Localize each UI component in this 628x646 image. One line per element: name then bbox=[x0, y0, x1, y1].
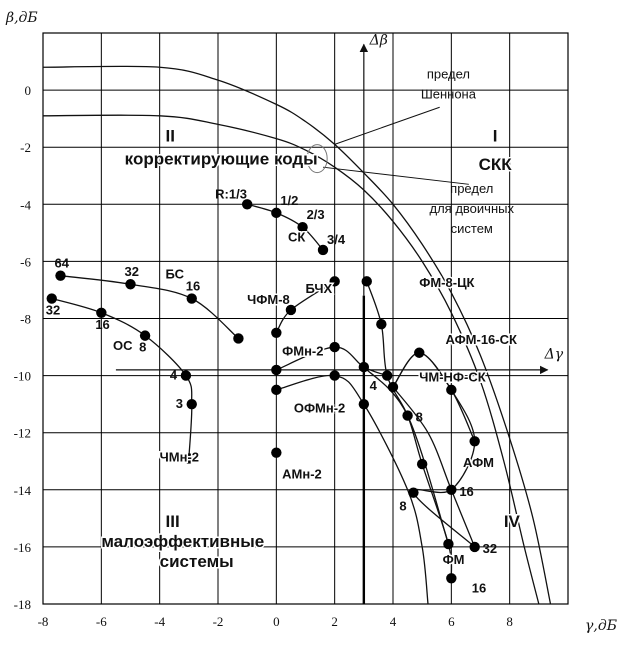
annotation: предел bbox=[450, 180, 494, 196]
x-tick-label: -8 bbox=[37, 614, 49, 629]
series-curve bbox=[61, 276, 239, 339]
annotation: для двоичных bbox=[429, 200, 514, 216]
point-label: 1/2 bbox=[280, 192, 299, 208]
data-point bbox=[271, 208, 281, 218]
annotation: АФМ-16-СК bbox=[445, 332, 517, 348]
x-axis-title: γ,дБ bbox=[585, 618, 617, 634]
annotation: БС bbox=[165, 266, 185, 282]
x-tick-label: 8 bbox=[506, 614, 513, 629]
data-point bbox=[417, 459, 427, 469]
data-point bbox=[329, 370, 339, 380]
data-point bbox=[181, 370, 191, 380]
point-label: 3 bbox=[175, 396, 183, 412]
annotation: I bbox=[492, 126, 498, 146]
data-points bbox=[47, 199, 480, 583]
annotation: ОС bbox=[113, 337, 133, 353]
annotation: СКК bbox=[478, 155, 512, 175]
x-tick-label: 2 bbox=[331, 614, 338, 629]
data-point bbox=[443, 539, 453, 549]
annotation: ЧМ-НФ-СК bbox=[419, 369, 486, 385]
y-axis-title: β,дБ bbox=[6, 10, 38, 26]
annotation: БЧХ bbox=[305, 280, 333, 296]
annotation: системы bbox=[159, 551, 234, 571]
data-point bbox=[388, 382, 398, 392]
data-point bbox=[125, 279, 135, 289]
binary-pointer bbox=[323, 167, 469, 184]
data-point bbox=[469, 436, 479, 446]
annotation: ЧФМ-8 bbox=[247, 292, 290, 308]
point-label: 16 bbox=[185, 278, 201, 294]
data-point bbox=[187, 293, 197, 303]
afm-upper-curve bbox=[393, 353, 475, 442]
annotation: Шеннона bbox=[420, 86, 476, 102]
annotation: ФМ bbox=[442, 552, 465, 568]
y-tick-label: -10 bbox=[13, 368, 31, 384]
annotation: IV bbox=[503, 511, 520, 531]
data-point bbox=[446, 485, 456, 495]
fm-curve bbox=[364, 367, 449, 544]
annotation: III bbox=[165, 511, 180, 531]
data-point bbox=[408, 487, 418, 497]
point-label: 2/3 bbox=[306, 207, 325, 223]
point-label: 8 bbox=[139, 339, 147, 355]
point-label: 64 bbox=[54, 255, 69, 271]
annotation: ФМн-2 bbox=[282, 343, 324, 359]
data-point bbox=[469, 542, 479, 552]
annotation: АМн-2 bbox=[282, 466, 322, 482]
annotation: АФМ bbox=[463, 454, 494, 470]
point-label: 4 bbox=[169, 367, 178, 383]
data-point bbox=[271, 447, 281, 457]
delta-beta-label: Δβ bbox=[369, 32, 388, 49]
data-point bbox=[359, 399, 369, 409]
point-label: 8 bbox=[399, 498, 407, 514]
point-label: 8 bbox=[415, 409, 423, 425]
data-point bbox=[271, 328, 281, 338]
labels bbox=[46, 67, 521, 596]
data-point bbox=[55, 270, 65, 280]
x-tick-label: 0 bbox=[273, 614, 280, 629]
pointer-lines bbox=[307, 107, 469, 184]
annotation: ФМ-8-ЦК bbox=[419, 275, 475, 291]
y-tick-label: 0 bbox=[24, 83, 31, 99]
x-tick-label: -2 bbox=[212, 614, 224, 629]
data-point bbox=[414, 348, 424, 358]
y-tick-label: -16 bbox=[13, 539, 31, 555]
point-label: 32 bbox=[45, 302, 61, 318]
x-tick-label: -6 bbox=[95, 614, 107, 629]
data-point bbox=[376, 319, 386, 329]
point-label: 16 bbox=[95, 316, 110, 332]
point-label: 32 bbox=[124, 264, 139, 280]
shannon-pointer bbox=[335, 107, 440, 144]
annotation: ОФМн-2 bbox=[293, 400, 346, 416]
y-tick-label: -8 bbox=[20, 311, 31, 327]
y-tick-label: -6 bbox=[20, 254, 31, 270]
annotation: корректирующие коды bbox=[124, 149, 318, 169]
annotation: ЧМн-2 bbox=[159, 449, 200, 465]
data-point bbox=[446, 573, 456, 583]
point-label: 3/4 bbox=[327, 231, 346, 247]
data-point bbox=[187, 399, 197, 409]
data-point bbox=[329, 342, 339, 352]
annotation: малоэффективные bbox=[101, 531, 265, 551]
annotation: СК bbox=[288, 229, 306, 245]
data-point bbox=[402, 410, 412, 420]
annotation: систем bbox=[450, 220, 493, 236]
y-tick-label: -14 bbox=[13, 482, 31, 498]
annotation: 4 bbox=[369, 377, 377, 393]
x-tick-label: 4 bbox=[389, 614, 397, 629]
data-point bbox=[271, 365, 281, 375]
data-point bbox=[359, 362, 369, 372]
point-label: 32 bbox=[482, 540, 498, 556]
annotation: II bbox=[165, 126, 175, 146]
y-tick-label: -18 bbox=[13, 597, 31, 612]
data-point bbox=[446, 385, 456, 395]
x-tick-label: -4 bbox=[154, 614, 166, 629]
delta-gamma-label: Δγ bbox=[544, 346, 564, 363]
x-tick-label: 6 bbox=[448, 614, 455, 629]
point-label: 16 bbox=[459, 483, 474, 499]
data-point bbox=[271, 385, 281, 395]
data-point bbox=[362, 276, 372, 286]
data-point bbox=[382, 370, 392, 380]
y-tick-label: -12 bbox=[13, 425, 31, 441]
y-tick-label: -2 bbox=[20, 140, 31, 156]
y-tick-label: -4 bbox=[20, 197, 31, 213]
data-point bbox=[233, 333, 243, 343]
point-label: R:1/3 bbox=[215, 186, 247, 202]
annotation: 16 bbox=[471, 580, 487, 596]
annotation: предел bbox=[426, 66, 471, 82]
